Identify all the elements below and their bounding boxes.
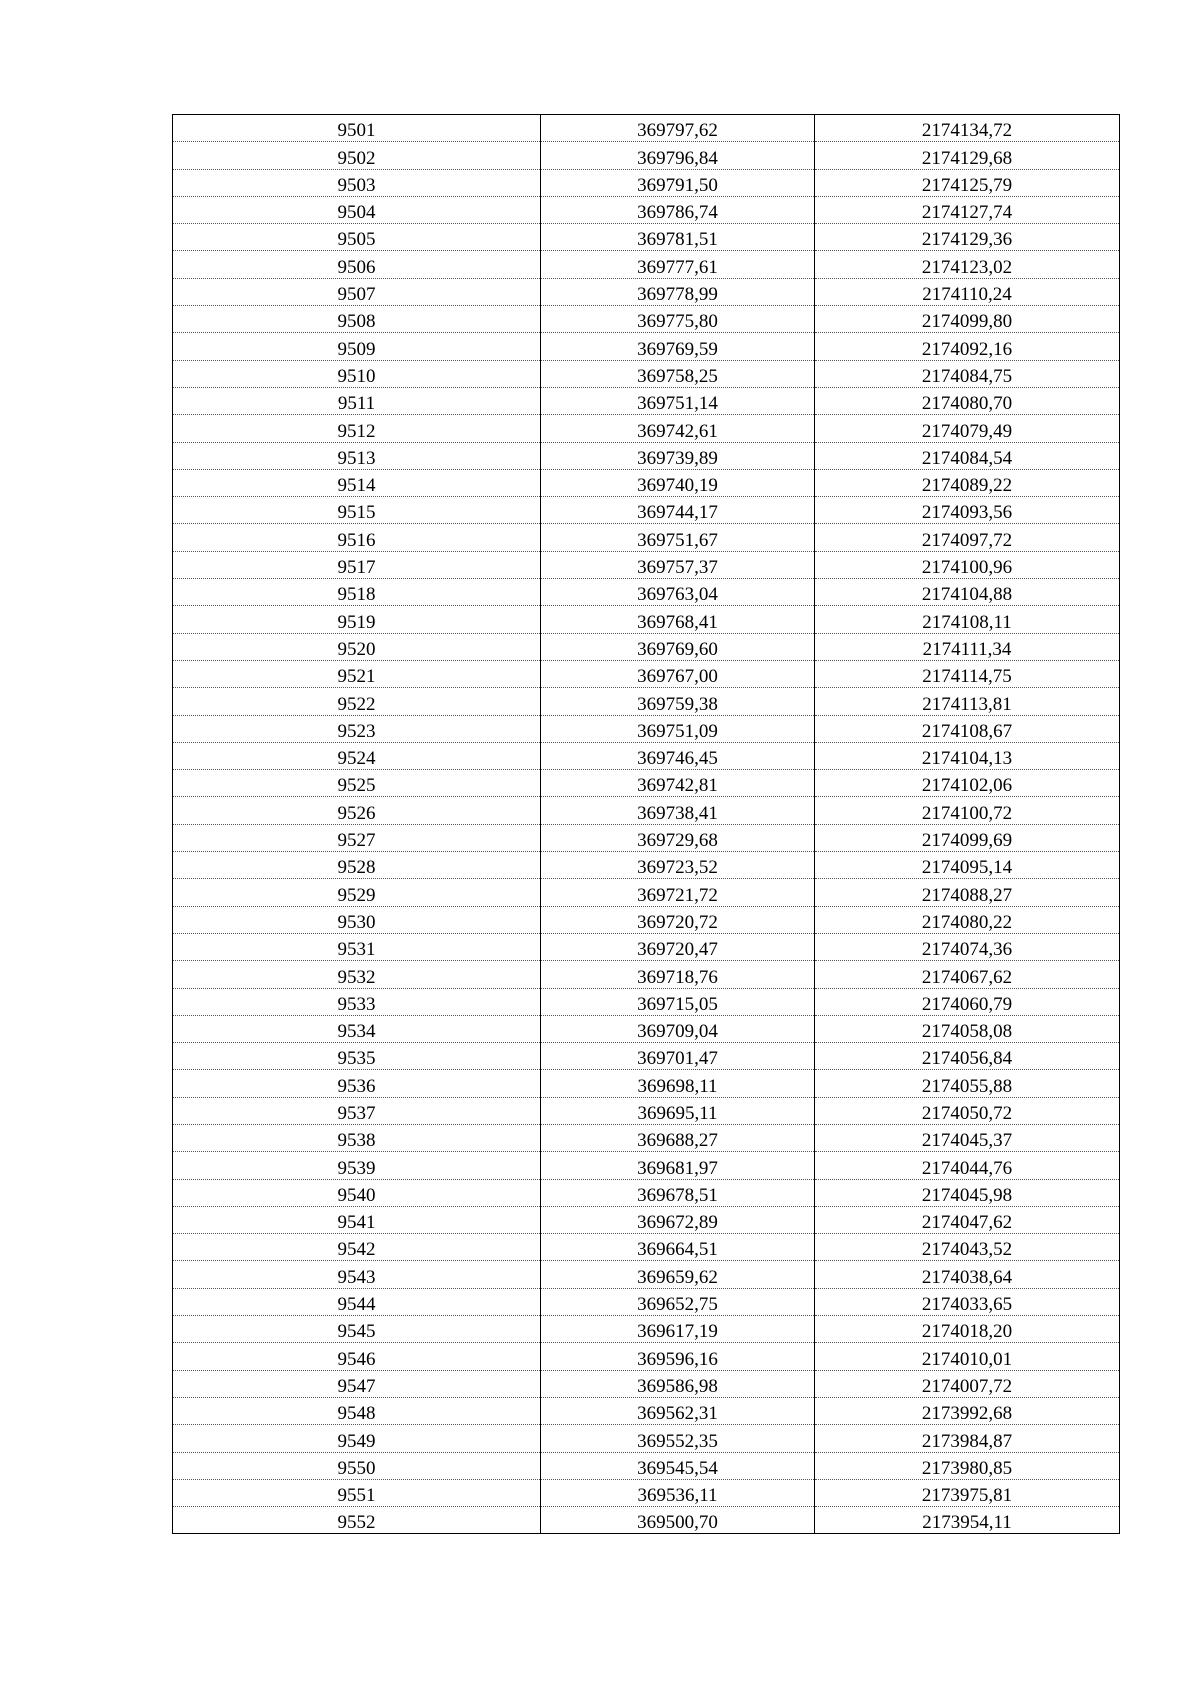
y-coordinate-cell: 2174018,20 bbox=[815, 1316, 1120, 1343]
point-number-cell: 9534 bbox=[173, 1015, 541, 1042]
point-number-cell: 9510 bbox=[173, 360, 541, 387]
table-row bbox=[173, 1206, 1120, 1233]
y-coordinate-cell: 2174060,79 bbox=[815, 988, 1120, 1015]
x-coordinate-cell: 369721,72 bbox=[541, 879, 815, 906]
y-coordinate-cell: 2174044,76 bbox=[815, 1152, 1120, 1179]
point-number-cell: 9547 bbox=[173, 1370, 541, 1397]
x-coordinate-cell: 369757,37 bbox=[541, 551, 815, 578]
y-coordinate-cell: 2174104,88 bbox=[815, 579, 1120, 606]
y-coordinate-cell: 2173975,81 bbox=[815, 1479, 1120, 1506]
x-coordinate-cell: 369742,61 bbox=[541, 415, 815, 442]
x-coordinate-cell: 369586,98 bbox=[541, 1370, 815, 1397]
table-row bbox=[173, 115, 1120, 142]
y-coordinate-cell: 2174074,36 bbox=[815, 933, 1120, 960]
x-coordinate-cell: 369672,89 bbox=[541, 1206, 815, 1233]
point-number-cell: 9546 bbox=[173, 1343, 541, 1370]
point-number-cell: 9514 bbox=[173, 469, 541, 496]
x-coordinate-cell: 369778,99 bbox=[541, 278, 815, 305]
y-coordinate-cell: 2174123,02 bbox=[815, 251, 1120, 278]
point-number-cell: 9501 bbox=[173, 115, 541, 142]
x-coordinate-cell: 369751,14 bbox=[541, 387, 815, 414]
x-coordinate-cell: 369659,62 bbox=[541, 1261, 815, 1288]
table-row bbox=[173, 524, 1120, 551]
y-coordinate-cell: 2174127,74 bbox=[815, 196, 1120, 223]
y-coordinate-cell: 2174114,75 bbox=[815, 660, 1120, 687]
table-row bbox=[173, 1015, 1120, 1042]
y-coordinate-cell: 2174092,16 bbox=[815, 333, 1120, 360]
point-number-cell: 9503 bbox=[173, 169, 541, 196]
y-coordinate-cell: 2174104,13 bbox=[815, 742, 1120, 769]
point-number-cell: 9519 bbox=[173, 606, 541, 633]
table-row bbox=[173, 142, 1120, 169]
point-number-cell: 9516 bbox=[173, 524, 541, 551]
x-coordinate-cell: 369562,31 bbox=[541, 1397, 815, 1424]
point-number-cell: 9541 bbox=[173, 1206, 541, 1233]
point-number-cell: 9515 bbox=[173, 497, 541, 524]
point-number-cell: 9530 bbox=[173, 906, 541, 933]
y-coordinate-cell: 2174095,14 bbox=[815, 852, 1120, 879]
x-coordinate-cell: 369695,11 bbox=[541, 1097, 815, 1124]
coordinates-table-body bbox=[173, 115, 1120, 1534]
table-row bbox=[173, 442, 1120, 469]
table-row bbox=[173, 1370, 1120, 1397]
x-coordinate-cell: 369769,59 bbox=[541, 333, 815, 360]
point-number-cell: 9531 bbox=[173, 933, 541, 960]
point-number-cell: 9543 bbox=[173, 1261, 541, 1288]
point-number-cell: 9506 bbox=[173, 251, 541, 278]
y-coordinate-cell: 2174047,62 bbox=[815, 1206, 1120, 1233]
point-number-cell: 9535 bbox=[173, 1043, 541, 1070]
y-coordinate-cell: 2173984,87 bbox=[815, 1425, 1120, 1452]
x-coordinate-cell: 369763,04 bbox=[541, 579, 815, 606]
x-coordinate-cell: 369767,00 bbox=[541, 660, 815, 687]
y-coordinate-cell: 2174102,06 bbox=[815, 770, 1120, 797]
table-row bbox=[173, 797, 1120, 824]
point-number-cell: 9528 bbox=[173, 852, 541, 879]
y-coordinate-cell: 2174043,52 bbox=[815, 1234, 1120, 1261]
point-number-cell: 9548 bbox=[173, 1397, 541, 1424]
y-coordinate-cell: 2174084,54 bbox=[815, 442, 1120, 469]
table-row bbox=[173, 1097, 1120, 1124]
y-coordinate-cell: 2174100,72 bbox=[815, 797, 1120, 824]
point-number-cell: 9540 bbox=[173, 1179, 541, 1206]
y-coordinate-cell: 2174080,70 bbox=[815, 387, 1120, 414]
table-row bbox=[173, 606, 1120, 633]
x-coordinate-cell: 369768,41 bbox=[541, 606, 815, 633]
table-row bbox=[173, 1452, 1120, 1479]
table-row bbox=[173, 387, 1120, 414]
x-coordinate-cell: 369740,19 bbox=[541, 469, 815, 496]
table-row bbox=[173, 906, 1120, 933]
table-row bbox=[173, 1425, 1120, 1452]
x-coordinate-cell: 369746,45 bbox=[541, 742, 815, 769]
table-row bbox=[173, 1316, 1120, 1343]
point-number-cell: 9521 bbox=[173, 660, 541, 687]
point-number-cell: 9539 bbox=[173, 1152, 541, 1179]
point-number-cell: 9545 bbox=[173, 1316, 541, 1343]
x-coordinate-cell: 369720,72 bbox=[541, 906, 815, 933]
point-number-cell: 9520 bbox=[173, 633, 541, 660]
y-coordinate-cell: 2174111,34 bbox=[815, 633, 1120, 660]
y-coordinate-cell: 2174067,62 bbox=[815, 961, 1120, 988]
table-row bbox=[173, 1507, 1120, 1534]
y-coordinate-cell: 2174100,96 bbox=[815, 551, 1120, 578]
table-row bbox=[173, 1288, 1120, 1315]
point-number-cell: 9523 bbox=[173, 715, 541, 742]
y-coordinate-cell: 2173954,11 bbox=[815, 1507, 1120, 1534]
y-coordinate-cell: 2174108,11 bbox=[815, 606, 1120, 633]
table-row bbox=[173, 770, 1120, 797]
table-row bbox=[173, 1261, 1120, 1288]
x-coordinate-cell: 369688,27 bbox=[541, 1124, 815, 1151]
y-coordinate-cell: 2174129,36 bbox=[815, 224, 1120, 251]
y-coordinate-cell: 2174110,24 bbox=[815, 278, 1120, 305]
point-number-cell: 9505 bbox=[173, 224, 541, 251]
point-number-cell: 9544 bbox=[173, 1288, 541, 1315]
x-coordinate-cell: 369698,11 bbox=[541, 1070, 815, 1097]
table-row bbox=[173, 1043, 1120, 1070]
x-coordinate-cell: 369751,67 bbox=[541, 524, 815, 551]
table-row bbox=[173, 1343, 1120, 1370]
point-number-cell: 9532 bbox=[173, 961, 541, 988]
x-coordinate-cell: 369552,35 bbox=[541, 1425, 815, 1452]
point-number-cell: 9526 bbox=[173, 797, 541, 824]
table-row bbox=[173, 660, 1120, 687]
y-coordinate-cell: 2174113,81 bbox=[815, 688, 1120, 715]
x-coordinate-cell: 369678,51 bbox=[541, 1179, 815, 1206]
x-coordinate-cell: 369596,16 bbox=[541, 1343, 815, 1370]
x-coordinate-cell: 369758,25 bbox=[541, 360, 815, 387]
table-row bbox=[173, 715, 1120, 742]
table-row bbox=[173, 1234, 1120, 1261]
x-coordinate-cell: 369709,04 bbox=[541, 1015, 815, 1042]
point-number-cell: 9538 bbox=[173, 1124, 541, 1151]
x-coordinate-cell: 369681,97 bbox=[541, 1152, 815, 1179]
table-row bbox=[173, 1179, 1120, 1206]
table-row bbox=[173, 224, 1120, 251]
table-row bbox=[173, 933, 1120, 960]
y-coordinate-cell: 2174099,69 bbox=[815, 824, 1120, 851]
point-number-cell: 9537 bbox=[173, 1097, 541, 1124]
x-coordinate-cell: 369769,60 bbox=[541, 633, 815, 660]
x-coordinate-cell: 369718,76 bbox=[541, 961, 815, 988]
x-coordinate-cell: 369701,47 bbox=[541, 1043, 815, 1070]
y-coordinate-cell: 2174125,79 bbox=[815, 169, 1120, 196]
point-number-cell: 9549 bbox=[173, 1425, 541, 1452]
x-coordinate-cell: 369545,54 bbox=[541, 1452, 815, 1479]
y-coordinate-cell: 2174097,72 bbox=[815, 524, 1120, 551]
table-row bbox=[173, 1479, 1120, 1506]
y-coordinate-cell: 2174050,72 bbox=[815, 1097, 1120, 1124]
table-row bbox=[173, 497, 1120, 524]
point-number-cell: 9533 bbox=[173, 988, 541, 1015]
y-coordinate-cell: 2174045,37 bbox=[815, 1124, 1120, 1151]
table-row bbox=[173, 988, 1120, 1015]
table-row bbox=[173, 633, 1120, 660]
x-coordinate-cell: 369739,89 bbox=[541, 442, 815, 469]
point-number-cell: 9522 bbox=[173, 688, 541, 715]
x-coordinate-cell: 369759,38 bbox=[541, 688, 815, 715]
table-row bbox=[173, 360, 1120, 387]
x-coordinate-cell: 369720,47 bbox=[541, 933, 815, 960]
y-coordinate-cell: 2173992,68 bbox=[815, 1397, 1120, 1424]
point-number-cell: 9524 bbox=[173, 742, 541, 769]
point-number-cell: 9508 bbox=[173, 306, 541, 333]
point-number-cell: 9525 bbox=[173, 770, 541, 797]
table-row bbox=[173, 415, 1120, 442]
table-row bbox=[173, 1397, 1120, 1424]
point-number-cell: 9512 bbox=[173, 415, 541, 442]
y-coordinate-cell: 2174045,98 bbox=[815, 1179, 1120, 1206]
table-row bbox=[173, 852, 1120, 879]
x-coordinate-cell: 369777,61 bbox=[541, 251, 815, 278]
point-number-cell: 9504 bbox=[173, 196, 541, 223]
table-row bbox=[173, 469, 1120, 496]
table-row bbox=[173, 1152, 1120, 1179]
x-coordinate-cell: 369664,51 bbox=[541, 1234, 815, 1261]
x-coordinate-cell: 369738,41 bbox=[541, 797, 815, 824]
point-number-cell: 9507 bbox=[173, 278, 541, 305]
table-row bbox=[173, 1070, 1120, 1097]
table-row bbox=[173, 333, 1120, 360]
table-row bbox=[173, 879, 1120, 906]
coordinates-table bbox=[172, 114, 1120, 1534]
table-row bbox=[173, 742, 1120, 769]
point-number-cell: 9511 bbox=[173, 387, 541, 414]
point-number-cell: 9502 bbox=[173, 142, 541, 169]
y-coordinate-cell: 2174055,88 bbox=[815, 1070, 1120, 1097]
y-coordinate-cell: 2174108,67 bbox=[815, 715, 1120, 742]
table-row bbox=[173, 196, 1120, 223]
y-coordinate-cell: 2174056,84 bbox=[815, 1043, 1120, 1070]
point-number-cell: 9552 bbox=[173, 1507, 541, 1534]
x-coordinate-cell: 369786,74 bbox=[541, 196, 815, 223]
x-coordinate-cell: 369500,70 bbox=[541, 1507, 815, 1534]
point-number-cell: 9527 bbox=[173, 824, 541, 851]
x-coordinate-cell: 369617,19 bbox=[541, 1316, 815, 1343]
table-row bbox=[173, 169, 1120, 196]
y-coordinate-cell: 2174129,68 bbox=[815, 142, 1120, 169]
y-coordinate-cell: 2173980,85 bbox=[815, 1452, 1120, 1479]
table-row bbox=[173, 1124, 1120, 1151]
y-coordinate-cell: 2174089,22 bbox=[815, 469, 1120, 496]
x-coordinate-cell: 369781,51 bbox=[541, 224, 815, 251]
point-number-cell: 9550 bbox=[173, 1452, 541, 1479]
x-coordinate-cell: 369652,75 bbox=[541, 1288, 815, 1315]
y-coordinate-cell: 2174099,80 bbox=[815, 306, 1120, 333]
y-coordinate-cell: 2174080,22 bbox=[815, 906, 1120, 933]
y-coordinate-cell: 2174007,72 bbox=[815, 1370, 1120, 1397]
y-coordinate-cell: 2174058,08 bbox=[815, 1015, 1120, 1042]
table-row bbox=[173, 961, 1120, 988]
point-number-cell: 9517 bbox=[173, 551, 541, 578]
point-number-cell: 9529 bbox=[173, 879, 541, 906]
table-row bbox=[173, 278, 1120, 305]
x-coordinate-cell: 369729,68 bbox=[541, 824, 815, 851]
table-row bbox=[173, 579, 1120, 606]
x-coordinate-cell: 369742,81 bbox=[541, 770, 815, 797]
x-coordinate-cell: 369715,05 bbox=[541, 988, 815, 1015]
point-number-cell: 9518 bbox=[173, 579, 541, 606]
point-number-cell: 9513 bbox=[173, 442, 541, 469]
y-coordinate-cell: 2174010,01 bbox=[815, 1343, 1120, 1370]
table-row bbox=[173, 824, 1120, 851]
y-coordinate-cell: 2174033,65 bbox=[815, 1288, 1120, 1315]
table-row bbox=[173, 306, 1120, 333]
x-coordinate-cell: 369723,52 bbox=[541, 852, 815, 879]
y-coordinate-cell: 2174084,75 bbox=[815, 360, 1120, 387]
table-row bbox=[173, 688, 1120, 715]
point-number-cell: 9551 bbox=[173, 1479, 541, 1506]
y-coordinate-cell: 2174134,72 bbox=[815, 115, 1120, 142]
point-number-cell: 9536 bbox=[173, 1070, 541, 1097]
table-row bbox=[173, 251, 1120, 278]
x-coordinate-cell: 369744,17 bbox=[541, 497, 815, 524]
y-coordinate-cell: 2174093,56 bbox=[815, 497, 1120, 524]
table-row bbox=[173, 551, 1120, 578]
x-coordinate-cell: 369797,62 bbox=[541, 115, 815, 142]
y-coordinate-cell: 2174038,64 bbox=[815, 1261, 1120, 1288]
x-coordinate-cell: 369751,09 bbox=[541, 715, 815, 742]
x-coordinate-cell: 369775,80 bbox=[541, 306, 815, 333]
point-number-cell: 9509 bbox=[173, 333, 541, 360]
y-coordinate-cell: 2174079,49 bbox=[815, 415, 1120, 442]
y-coordinate-cell: 2174088,27 bbox=[815, 879, 1120, 906]
x-coordinate-cell: 369796,84 bbox=[541, 142, 815, 169]
x-coordinate-cell: 369536,11 bbox=[541, 1479, 815, 1506]
point-number-cell: 9542 bbox=[173, 1234, 541, 1261]
x-coordinate-cell: 369791,50 bbox=[541, 169, 815, 196]
